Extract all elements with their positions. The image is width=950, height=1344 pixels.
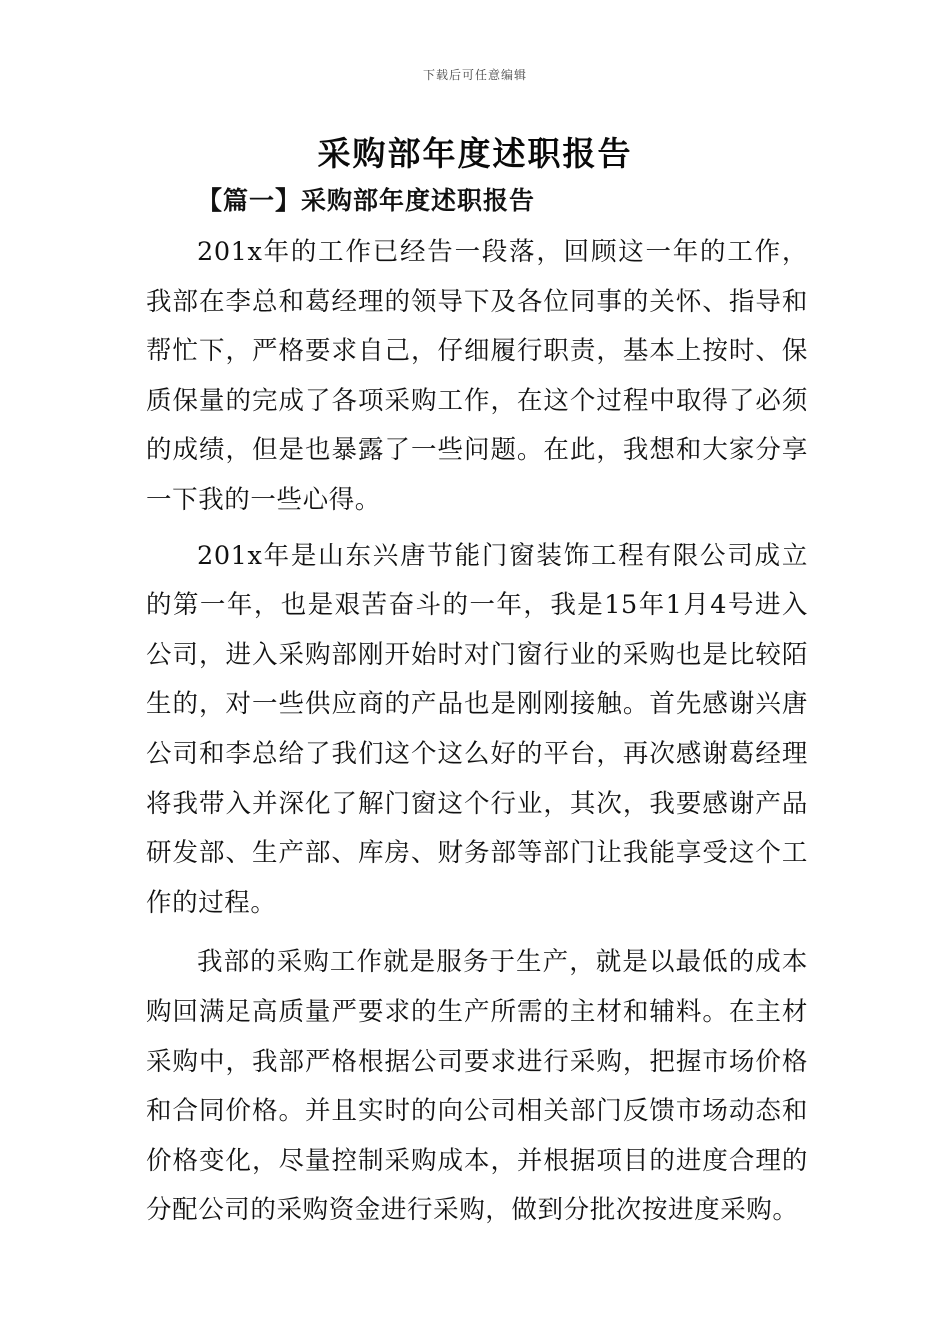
paragraph-3: 我部的采购工作就是服务于生产，就是以最低的成本购回满足高质量严要求的生产所需的主材和辅料。在主材采购中，我部严格根据公司要求进行采购，把握市场价格和合同价格。并且实时的向公司相关部门反馈市场动态和价格变化，尽量控制采购成本，并根据项目的进度合理的分配公司的采购资金进行采购，做到分批次按进度采购。 [146, 947, 808, 1226]
paragraph-2: 201x年是山东兴唐节能门窗装饰工程有限公司成立的第一年，也是艰苦奋斗的一年，我是15年1月4号进入公司，进入采购部刚开始时对门窗行业的采购也是比较陌生的，对一些供应商的产品也是刚刚接触。首先感谢兴唐公司和李总给了我们这个这么好的平台，再次感谢葛经理将我带入并深化了解门窗这个行业，其次，我要感谢产品研发部、生产部、库房、财务部等部门让我能享受这个工作的过程。 [146, 540, 808, 918]
paragraph-1: 201x年的工作已经告一段落，回顾这一年的工作，我部在李总和葛经理的领导下及各位同事的关怀、指导和帮忙下，严格要求自己，仔细履行职责，基本上按时、保质保量的完成了各项采购工作，在这个过程中取得了必须的成绩，但是也暴露了一些问题。在此，我想和大家分享一下我的一些心得。 [146, 237, 808, 515]
document-body [146, 228, 808, 1236]
header-note: 下载后可任意编辑 [422, 68, 527, 82]
document-title: 采购部年度述职报告 [317, 134, 633, 173]
section-heading: 【篇一】采购部年度述职报告 [197, 186, 536, 215]
